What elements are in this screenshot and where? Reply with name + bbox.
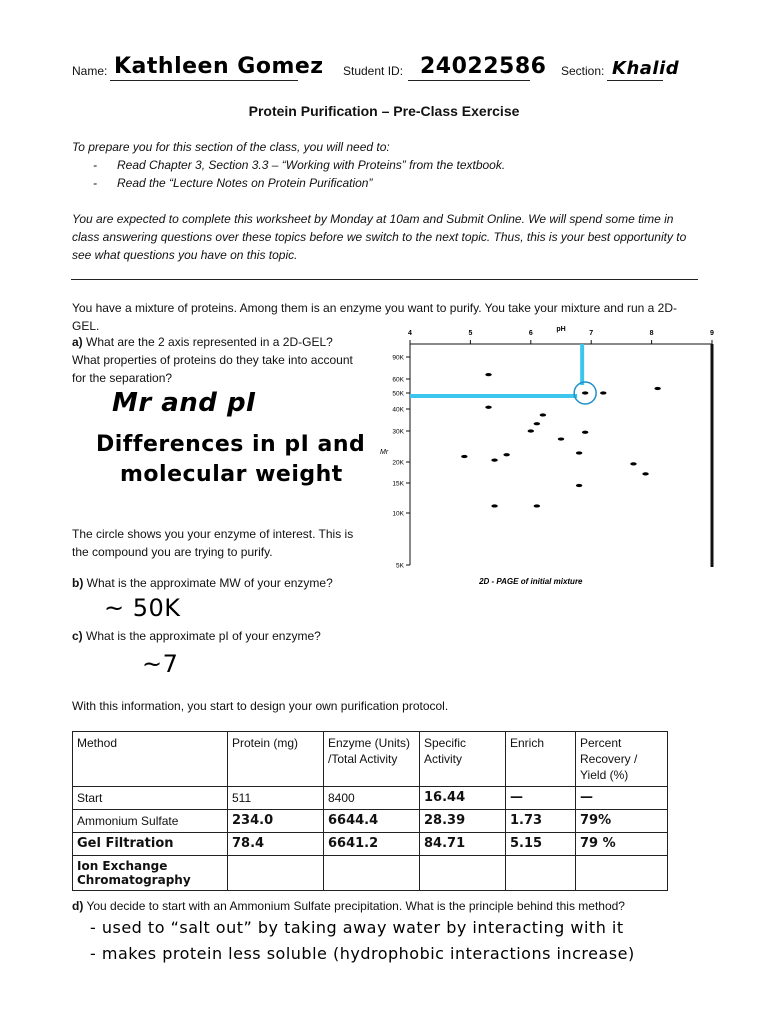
table-header-cell: Specific Activity: [420, 732, 506, 787]
gel-spot: [654, 387, 660, 390]
table-row: [73, 787, 668, 810]
table-cell: [576, 856, 668, 891]
gel-spot: [534, 422, 540, 425]
answer-c: ~7: [142, 650, 179, 678]
question-a: [72, 333, 362, 387]
page-title: Protein Purification – Pre-Class Exercise: [248, 103, 520, 119]
table-cell: 6641.2: [324, 833, 420, 856]
gel-mw-tick-label: 10K: [392, 510, 404, 518]
intro-lead: To prepare you for this section of the class, you will need to:: [72, 140, 390, 154]
intro-bullet-1: Read Chapter 3, Section 3.3 – “Working with Proteins” from the textbook.: [117, 158, 506, 172]
gel-ph-tick-label: 8: [649, 330, 654, 337]
student-id-label: Student ID:: [343, 64, 404, 78]
table-cell: Start: [73, 787, 228, 810]
gel-spot: [582, 431, 588, 434]
gel-figure: [360, 322, 720, 590]
gel-spot: [540, 413, 546, 416]
answer-a-line-1: Mr and pI: [112, 388, 257, 418]
table-cell: 79%: [576, 810, 668, 833]
question-b: [72, 576, 333, 590]
gel-mw-tick-label: 90K: [392, 354, 404, 362]
gel-caption: 2D - PAGE of initial mixture: [479, 577, 583, 586]
table-header-cell: Method: [73, 732, 228, 787]
table-cell: 8400: [324, 787, 420, 810]
question-d: [72, 899, 712, 913]
gel-ph-tick-label: 4: [408, 330, 412, 337]
section-label: Section:: [561, 64, 605, 78]
question-b-text: What is the approximate MW of your enzyme?: [86, 576, 333, 590]
question-intro: You have a mixture of proteins. Among them is an enzyme you want to purify. You take your mixture and run a 2D-GEL.: [72, 301, 677, 333]
gel-spot: [461, 455, 467, 458]
circle-note: The circle shows you your enzyme of interest. This is the compound you are trying to purify.: [72, 527, 354, 559]
question-d-label: d): [72, 899, 84, 913]
question-a-text: What are the 2 axis represented in a 2D-GEL? What properties of proteins do they take into account for the separation?: [72, 335, 353, 385]
gel-spot: [491, 459, 497, 462]
name-value: Kathleen Gomez: [114, 54, 324, 79]
table-cell: —: [576, 787, 668, 810]
student-id-value: 24022586: [420, 54, 547, 79]
gel-mr-label: Mr: [380, 449, 389, 456]
table-cell: Gel Filtration: [73, 833, 228, 856]
table-cell: 84.71: [420, 833, 506, 856]
question-c-text: What is the approximate pI of your enzyme?: [86, 629, 321, 643]
table-cell: [228, 856, 324, 891]
table-row: [73, 810, 668, 833]
gel-mw-tick-label: 30K: [392, 428, 404, 436]
gel-spot: [491, 504, 497, 507]
table-header-row: [73, 732, 668, 787]
question-c-label: c): [72, 629, 83, 643]
gel-spot: [528, 429, 534, 432]
table-cell: [420, 856, 506, 891]
gel-spot: [576, 484, 582, 487]
gel-mw-tick-label: 50K: [392, 390, 404, 398]
intro-paragraph: You are expected to complete this worksheet by Monday at 10am and Submit Online. We will spend some time in class answering questions over these topics before we switch to the next topic. Thus, this is your best opportunity to see what questions you have on this topic.: [72, 212, 687, 262]
table-row: [73, 856, 668, 891]
gel-spot: [485, 373, 491, 376]
table-cell: 1.73: [506, 810, 576, 833]
table-cell: 234.0: [228, 810, 324, 833]
gel-spot: [485, 406, 491, 409]
table-cell: 6644.4: [324, 810, 420, 833]
intro-bullet-2: Read the “Lecture Notes on Protein Purification”: [117, 176, 373, 190]
table-cell: [506, 856, 576, 891]
table-row: [73, 833, 668, 856]
table-header-cell: Enrich: [506, 732, 576, 787]
question-b-label: b): [72, 576, 84, 590]
table-cell: Ammonium Sulfate: [73, 810, 228, 833]
answer-a-line-2: Differences in pI and: [96, 432, 366, 457]
question-a-label: a): [72, 335, 83, 349]
table-header-cell: Protein (mg): [228, 732, 324, 787]
table-cell: 511: [228, 787, 324, 810]
gel-mw-tick-label: 40K: [392, 406, 404, 414]
gel-mw-tick-label: 60K: [392, 376, 404, 384]
question-c: [72, 629, 321, 643]
gel-ph-tick-label: 6: [528, 330, 533, 337]
gel-mw-tick-label: 20K: [392, 459, 404, 467]
gel-spot: [503, 453, 509, 456]
gel-spot: [582, 391, 588, 394]
gel-mw-tick-label: 5K: [396, 562, 404, 570]
table-cell: —: [506, 787, 576, 810]
answer-d-line-2: - makes protein less soluble (hydrophobic interactions increase): [90, 944, 635, 963]
question-d-text: You decide to start with an Ammonium Sulfate precipitation. What is the principle behind this method?: [86, 899, 625, 913]
gel-spot: [600, 391, 606, 394]
table-cell: 79 %: [576, 833, 668, 856]
answer-d-line-1: - used to “salt out” by taking away water by interacting with it: [90, 918, 624, 937]
table-cell: 78.4: [228, 833, 324, 856]
table-cell: [324, 856, 420, 891]
answer-b: ~ 50K: [104, 594, 181, 622]
gel-spot: [642, 472, 648, 475]
table-cell: 16.44: [420, 787, 506, 810]
gel-ph-label: pH: [556, 326, 566, 333]
table-cell: 28.39: [420, 810, 506, 833]
gel-mw-tick-label: 15K: [392, 480, 404, 488]
design-text: With this information, you start to design your own purification protocol.: [72, 699, 449, 713]
gel-ph-tick-label: 7: [589, 330, 594, 337]
table-cell: Ion Exchange Chromatography: [73, 856, 228, 891]
table-header-cell: Percent Recovery / Yield (%): [576, 732, 668, 787]
gel-ph-tick-label: 5: [468, 330, 473, 337]
table-header-cell: Enzyme (Units) /Total Activity: [324, 732, 420, 787]
section-value: Khalid: [612, 58, 680, 79]
name-label: Name:: [72, 64, 108, 78]
gel-spot: [534, 504, 540, 507]
purification-table: [72, 731, 668, 891]
gel-spot: [576, 451, 582, 454]
gel-spot: [630, 462, 636, 465]
intro-bullet-dash-1: -: [93, 158, 97, 172]
table-cell: 5.15: [506, 833, 576, 856]
answer-a-line-3: molecular weight: [120, 462, 343, 487]
intro-bullet-dash-2: -: [93, 176, 97, 190]
gel-ph-tick-label: 9: [710, 330, 714, 337]
gel-spot: [558, 437, 564, 440]
